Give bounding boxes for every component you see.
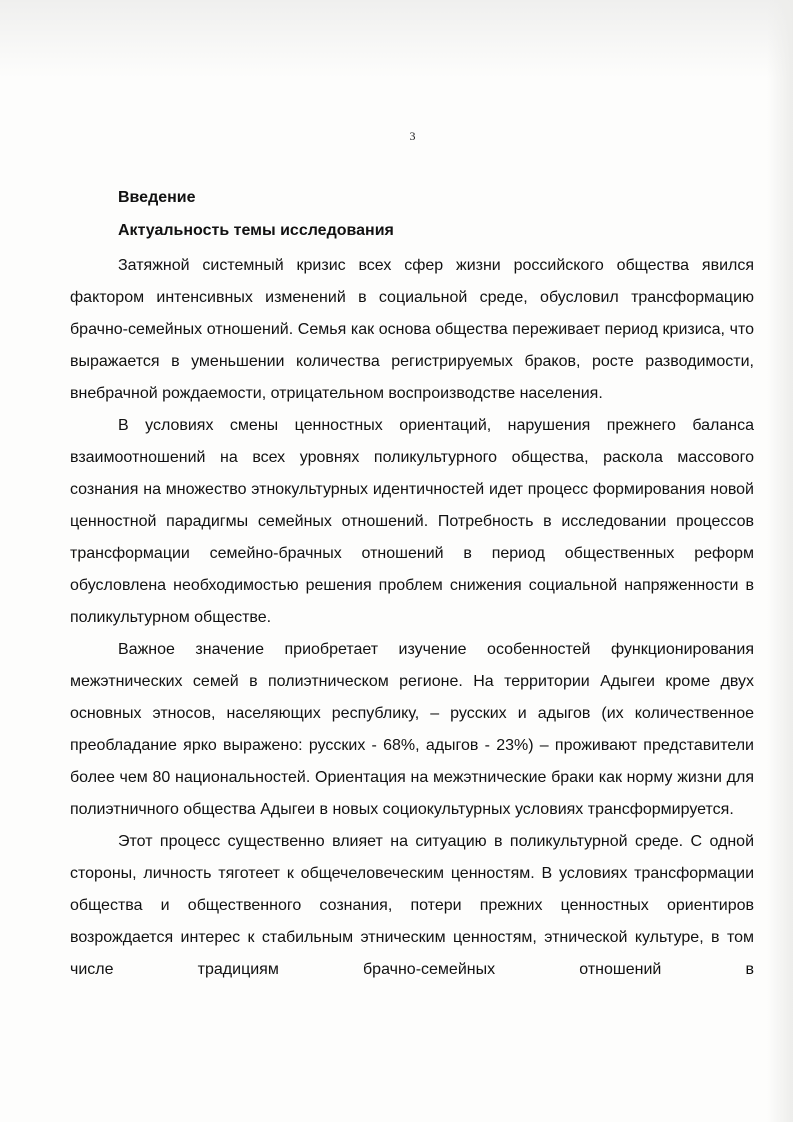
paragraph-2: В условиях смены ценностных ориентаций, нарушения прежнего баланса взаимоотношений на всех уровнях поликультурного общества, раскола массового сознания на множество этнокультурных идентичностей идет процесс формирования новой ценностной парадигмы семейных отношений. Потребность в исследовании процессов трансформации семейно-брачных отношений в период общественных реформ обусловлена необходимостью решения проблем снижения социальной напряженности в поликультурном обществе. <box>70 417 754 626</box>
paragraph-1: Затяжной системный кризис всех сфер жизни российского общества явился фактором интенсивных изменений в социальной среде, обусловил трансформацию брачно-семейных отношений. Семья как основа общества переживает период кризиса, что выражается в уменьшении количества регистрируемых браков, росте разводимости, внебрачной рождаемости, отрицательном воспроизводстве населения. <box>70 257 754 402</box>
body-text <box>70 250 754 986</box>
paragraph-4: Этот процесс существенно влияет на ситуацию в поликультурной среде. С одной стороны, личность тяготеет к общечеловеческим ценностям. В условиях трансформации общества и общественного сознания, потери прежних ценностных ориентиров возрождается интерес к стабильным этническим ценностям, этнической культуре, в том числе традициям брачно-семейных отношений в <box>70 833 754 978</box>
subsection-heading-relevance: Актуальность темы исследования <box>118 222 394 239</box>
page-number: 3 <box>409 129 416 143</box>
paragraph-3: Важное значение приобретает изучение особенностей функционирования межэтнических семей в полиэтническом регионе. На территории Адыгеи кроме двух основных этносов, населяющих республику, – русских и адыгов (их количественное преобладание ярко выражено: русских - 68%, адыгов - 23%) – проживают представители более чем 80 национальностей. Ориентация на межэтнические браки как норму жизни для полиэтничного общества Адыгеи в новых социокультурных условиях трансформируется. <box>70 641 754 818</box>
section-heading-introduction: Введение <box>118 189 196 206</box>
